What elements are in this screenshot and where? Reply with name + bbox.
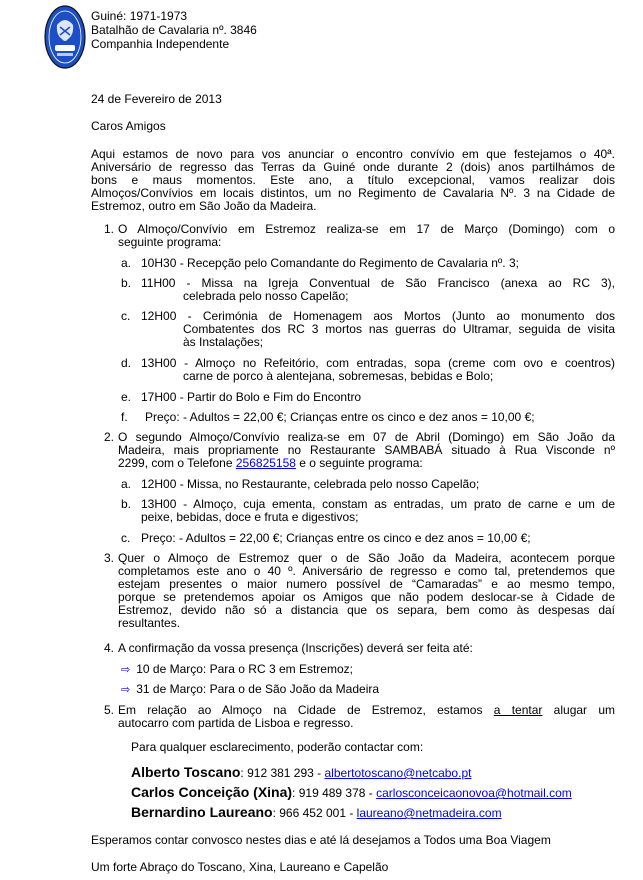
header-period: Guiné: 1971-1973 [91, 9, 188, 23]
contact-row: Carlos Conceição (Xina): 919 489 378 - carlosconceicaonovoa@hotmail.com [131, 784, 572, 800]
contact-row: Alberto Toscano: 912 381 293 - albertotoscano@netcabo.pt [131, 764, 472, 780]
header-company: Companhia Independente [91, 37, 230, 51]
contact-email-link[interactable]: laureano@netmadeira.com [356, 806, 502, 820]
signature-line: Um forte Abraço do Toscano, Xina, Laureano e Capelão [91, 860, 389, 874]
contact-email-link[interactable]: albertotoscano@netcabo.pt [324, 766, 472, 780]
contact-email-link[interactable]: carlosconceicaonovoa@hotmail.com [376, 786, 572, 800]
closing-line: Esperamos contar convosco nestes dias e até lá desejamos a Todos uma Boa Viagem [91, 833, 551, 847]
letter-date: 24 de Fevereiro de 2013 [91, 92, 222, 106]
contact-intro: Para qualquer esclarecimento, poderão contactar com: [131, 740, 424, 754]
intro-line: Aqui estamos de novo para vos anunciar o encontro convívio em que festejamos o 40ª. [91, 147, 615, 161]
list-number: 2. [104, 430, 115, 444]
document-header [91, 9, 257, 51]
item-line: O Almoço/Convívio em Estremoz realiza-se em 17 de Março (Domingo) com o [118, 222, 615, 236]
restaurant-phone-link[interactable]: 256825158 [235, 456, 296, 470]
arrow-right-icon: ⇨ [121, 683, 131, 696]
contact-row: Bernardino Laureano: 966 452 001 - laureano@netmadeira.com [131, 804, 502, 820]
deadline-item-2: ⇨ 31 de Março: Para o de São João da Madeira [121, 682, 380, 696]
intro-line: bons e maus momentos. Este ano, a título excepcional, vamos realizar dois [91, 173, 615, 187]
intro-line: Aniversário de regresso das Terras da Guiné onde durante 2 (dois) anos partilhámos de [91, 160, 615, 174]
contact-name: Alberto Toscano [131, 764, 241, 780]
contact-name: Carlos Conceição (Xina) [131, 784, 293, 800]
list-number: 3. [104, 551, 115, 565]
letter-greeting: Caros Amigos [91, 119, 166, 133]
list-number: 1. [104, 222, 115, 236]
list-number: 4. [104, 641, 115, 655]
intro-line: Almoços/Convívios em locais distintos, um no Regimento de Cavalaria Nº. 3 na Cidade de [91, 186, 615, 200]
arrow-right-icon: ⇨ [121, 663, 131, 676]
battalion-crest-logo [44, 5, 86, 69]
contact-name: Bernardino Laureano [131, 804, 273, 820]
intro-paragraph [91, 148, 615, 213]
header-battalion: Batalhão de Cavalaria nº. 3846 [91, 23, 257, 37]
item-line: seguinte programa: [118, 235, 222, 249]
deadline-item-1: ⇨ 10 de Março: Para o RC 3 em Estremoz; [121, 662, 353, 676]
list-number: 5. [104, 703, 115, 717]
intro-line: Estremoz, outro em São João da Madeira. [91, 199, 317, 213]
